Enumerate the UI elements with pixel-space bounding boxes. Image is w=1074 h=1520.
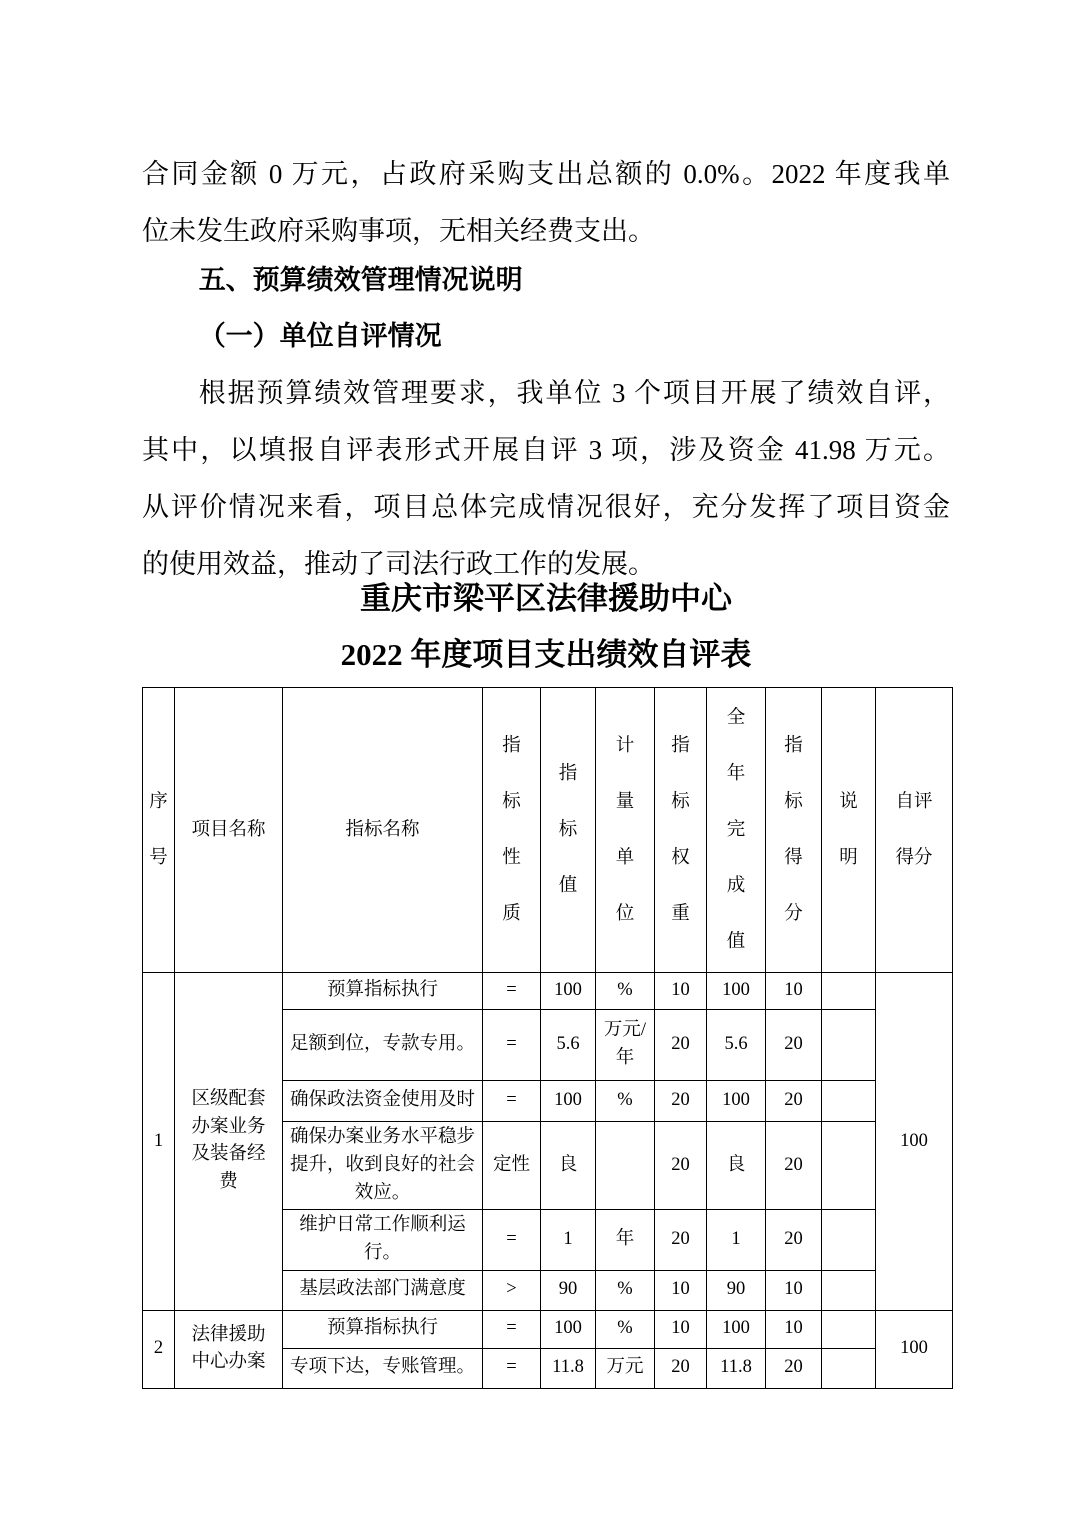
indicator-weight-cell: 20 (655, 1122, 707, 1210)
header-cell (143, 688, 175, 973)
header-label: 指标权重 (671, 736, 690, 924)
header-label: 项目名称 (191, 820, 266, 840)
self-score-cell: 100 (876, 1310, 953, 1388)
year-actual-cell: 5.6 (707, 1010, 766, 1081)
header-cell (876, 688, 953, 973)
header-label: 自评得分 (895, 792, 933, 868)
indicator-target-cell: 90 (541, 1270, 596, 1310)
indicator-target-cell: 5.6 (541, 1010, 596, 1081)
indicator-target-cell: 11.8 (541, 1348, 596, 1388)
paragraph-self-evaluation (142, 365, 950, 593)
self-score-cell: 100 (876, 973, 953, 1311)
table-row (143, 1310, 953, 1348)
indicator-nature-cell: 定性 (483, 1122, 541, 1210)
indicator-score-cell: 20 (766, 1348, 822, 1388)
indicator-nature-cell: = (483, 1010, 541, 1081)
year-actual-cell: 100 (707, 973, 766, 1010)
indicator-score-cell: 20 (766, 1081, 822, 1122)
table-subtitle: 2022 年度项目支出绩效自评表 (340, 637, 752, 672)
indicator-score-cell: 10 (766, 1270, 822, 1310)
year-actual-cell: 11.8 (707, 1348, 766, 1388)
header-cell (707, 688, 766, 973)
header-cell (596, 688, 655, 973)
year-actual-cell: 100 (707, 1310, 766, 1348)
note-cell (822, 1270, 876, 1310)
indicator-weight-cell: 20 (655, 1081, 707, 1122)
indicator-weight-cell: 10 (655, 973, 707, 1010)
indicator-name-cell: 预算指标执行 (283, 973, 483, 1010)
indicator-weight-cell: 10 (655, 1270, 707, 1310)
header-label: 指标得分 (784, 736, 803, 924)
indicator-nature-cell: = (483, 1081, 541, 1122)
body-text-line: 位未发生政府采购事项，无相关经费支出。 (142, 216, 655, 246)
indicator-nature-cell: = (483, 973, 541, 1010)
indicator-score-cell: 20 (766, 1122, 822, 1210)
indicator-weight-cell: 20 (655, 1210, 707, 1271)
indicator-weight-cell: 20 (655, 1010, 707, 1081)
header-label: 计量单位 (615, 736, 635, 924)
row-number-cell: 1 (143, 973, 175, 1311)
indicator-target-cell: 100 (541, 1081, 596, 1122)
measure-unit-cell: % (596, 1081, 655, 1122)
note-cell (822, 973, 876, 1010)
indicator-weight-cell: 10 (655, 1310, 707, 1348)
body-text-line: 合同金额 0 万元，占政府采购支出总额的 0.0%。2022 年度我单 (142, 159, 950, 189)
indicator-nature-cell: = (483, 1310, 541, 1348)
body-text-line: 根据预算绩效管理要求，我单位 3 个项目开展了绩效自评， (198, 378, 950, 408)
header-cell (541, 688, 596, 973)
header-cell (483, 688, 541, 973)
indicator-name-cell: 预算指标执行 (283, 1310, 483, 1348)
note-cell (822, 1310, 876, 1348)
measure-unit-cell: % (596, 1310, 655, 1348)
header-label: 序号 (149, 792, 168, 868)
indicator-nature-cell: = (483, 1210, 541, 1271)
indicator-weight-cell: 20 (655, 1348, 707, 1388)
table-row (143, 973, 953, 1010)
performance-self-evaluation-table (142, 687, 953, 1389)
indicator-nature-cell: = (483, 1348, 541, 1388)
measure-unit-cell: 年 (596, 1210, 655, 1271)
measure-unit-cell: 万元 (596, 1348, 655, 1388)
header-cell (283, 688, 483, 973)
indicator-target-cell: 100 (541, 1310, 596, 1348)
indicator-name-cell: 维护日常工作顺利运行。 (283, 1210, 483, 1271)
indicator-target-cell: 良 (541, 1122, 596, 1210)
body-text-line: 其中，以填报自评表形式开展自评 3 项，涉及资金 41.98 万元。 (142, 435, 950, 465)
body-text-line: 从评价情况来看，项目总体完成情况很好，充分发挥了项目资金 (142, 492, 950, 522)
measure-unit-cell: % (596, 973, 655, 1010)
body-text-line: 的使用效益，推动了司法行政工作的发展。 (142, 549, 655, 579)
indicator-name-cell: 专项下达，专账管理。 (283, 1348, 483, 1388)
year-actual-cell: 1 (707, 1210, 766, 1271)
header-label: 说明 (839, 792, 858, 868)
note-cell (822, 1122, 876, 1210)
note-cell (822, 1210, 876, 1271)
measure-unit-cell: % (596, 1270, 655, 1310)
indicator-score-cell: 10 (766, 973, 822, 1010)
indicator-name-cell: 确保政法资金使用及时 (283, 1081, 483, 1122)
indicator-score-cell: 20 (766, 1210, 822, 1271)
header-cell (766, 688, 822, 973)
header-label: 指标名称 (345, 820, 420, 840)
header-cell (822, 688, 876, 973)
header-label: 指标性质 (502, 736, 521, 924)
year-actual-cell: 90 (707, 1270, 766, 1310)
indicator-name-cell: 基层政法部门满意度 (283, 1270, 483, 1310)
header-label: 指标值 (558, 764, 578, 896)
header-label: 全年完成值 (726, 708, 746, 952)
subsection-heading: （一）单位自评情况 (198, 321, 442, 351)
note-cell (822, 1348, 876, 1388)
note-cell (822, 1010, 876, 1081)
section-heading: 五、预算绩效管理情况说明 (198, 265, 523, 295)
project-name-cell (175, 973, 283, 1311)
indicator-name-cell: 足额到位，专款专用。 (283, 1010, 483, 1081)
note-cell (822, 1081, 876, 1122)
table-header-row (143, 688, 953, 973)
indicator-target-cell: 1 (541, 1210, 596, 1271)
measure-unit-cell: 万元/年 (596, 1010, 655, 1081)
header-cell (175, 688, 283, 973)
row-number-cell: 2 (143, 1310, 175, 1388)
measure-unit-cell (596, 1122, 655, 1210)
project-name-cell-label: 区级配套办案业务及装备经费 (191, 1088, 266, 1193)
indicator-nature-cell: > (483, 1270, 541, 1310)
indicator-name-cell: 确保办案业务水平稳步提升，收到良好的社会效应。 (283, 1122, 483, 1210)
year-actual-cell: 良 (707, 1122, 766, 1210)
project-name-cell-label: 法律援助中心办案 (191, 1324, 266, 1373)
indicator-score-cell: 20 (766, 1010, 822, 1081)
indicator-target-cell: 100 (541, 973, 596, 1010)
indicator-score-cell: 10 (766, 1310, 822, 1348)
year-actual-cell: 100 (707, 1081, 766, 1122)
paragraph-procurement (142, 146, 950, 260)
project-name-cell (175, 1310, 283, 1388)
table-title: 重庆市梁平区法律援助中心 (360, 581, 732, 616)
header-cell (655, 688, 707, 973)
